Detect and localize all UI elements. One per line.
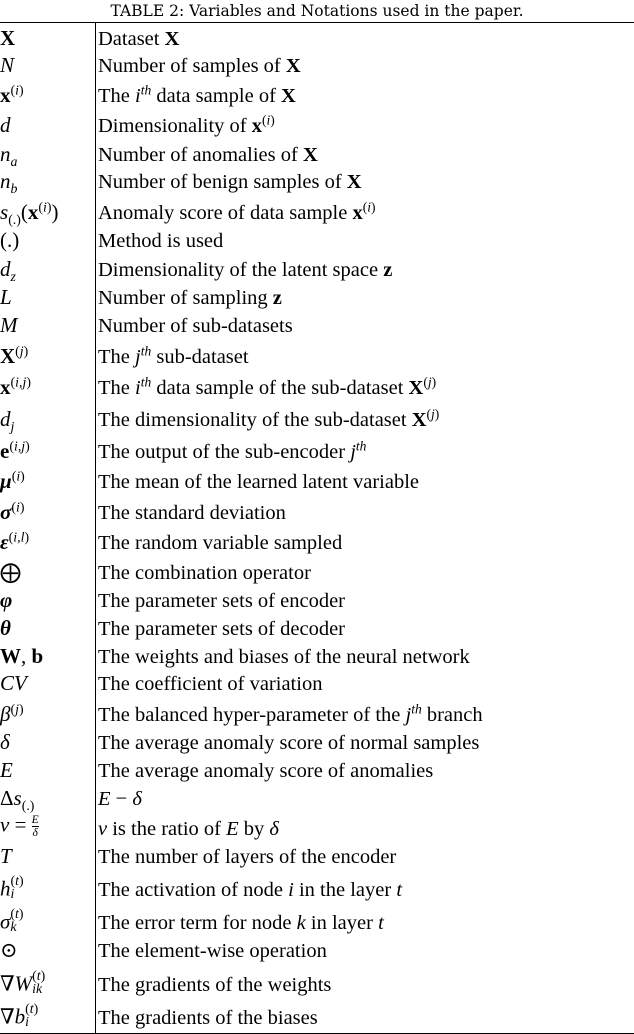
notation-description: The output of the sub-encoder $j^{th}$ (98, 438, 367, 463)
notation-description: The $i^{th}$ data sample of X (98, 82, 296, 107)
notation-description: The balanced hyper-parameter of the $j^{th}$ branch (98, 701, 483, 726)
notation-symbol: ⊙ (0, 938, 18, 962)
notation-symbol: $n_b$ (0, 169, 18, 196)
notation-symbol: L (0, 285, 12, 309)
notation-symbol: CV (0, 671, 27, 695)
notation-symbol: $\beta^{(j)}$ (0, 701, 24, 726)
notation-symbol: $\Delta s_{(.)}$ (0, 786, 35, 813)
notation-symbol: $n_a$ (0, 142, 18, 169)
notation-symbol: $d_j$ (0, 407, 15, 434)
notation-symbol: $\varepsilon^{(i,l)}$ (0, 529, 30, 554)
notation-description: The coefficient of variation (98, 672, 323, 695)
notation-symbol: X (0, 26, 16, 50)
notation-symbol: $x^{(i,j)}$ (0, 374, 31, 399)
notation-description: The mean of the learned latent variable (98, 470, 420, 493)
notation-description: Number of sub-datasets (98, 314, 293, 337)
notation-description: The activation of node i in the layer t (98, 878, 403, 901)
notation-description: The standard deviation (98, 501, 286, 524)
notation-description: Number of benign samples of X (98, 170, 362, 193)
notation-description: The element-wise operation (98, 939, 327, 962)
table-row (0, 23, 634, 1028)
notation-symbol: θ (0, 616, 11, 640)
notation-description: Method is used (98, 229, 224, 252)
notation-symbol: $s_{(.)}(x^{(i)})$ (0, 199, 59, 227)
notation-symbol: M (0, 313, 18, 337)
notation-symbol: W, b (0, 644, 44, 668)
notation-description: Number of sampling z (98, 286, 282, 309)
notation-symbol: h (t) i (0, 872, 24, 901)
notation-description: Anomaly score of data sample $x^{(i)}$ (98, 199, 376, 224)
notation-description: The parameter sets of encoder (98, 589, 346, 612)
notation-symbol: ∇b (t) i (0, 1000, 39, 1029)
notation-description: The weights and biases of the neural network (98, 645, 470, 668)
notation-description: The number of layers of the encoder (98, 845, 397, 868)
notation-symbol: E (0, 758, 13, 782)
notation-description: The gradients of the biases (98, 1006, 318, 1029)
notation-description: Dimensionality of $x^{(i)}$ (98, 112, 275, 137)
notation-symbol: (.) (0, 228, 20, 252)
notation-description: The combination operator (98, 561, 311, 584)
notation-description: Number of samples of X (98, 54, 301, 77)
notation-symbol: φ (0, 588, 13, 612)
notation-symbol: $e^{(i,j)}$ (0, 438, 30, 463)
notation-symbol: δ (0, 730, 10, 754)
notation-symbol: ν = $\frac{E}{\delta}$ (0, 812, 39, 839)
notation-symbol: $X^{(j)}$ (0, 343, 29, 368)
notation-description: ν is the ratio of E by δ (98, 817, 279, 840)
notation-description: The $j^{th}$ sub-dataset (98, 343, 249, 368)
notation-symbol: $\mu^{(i)}$ (0, 468, 25, 493)
notation-description: The gradients of the weights (98, 973, 332, 996)
notation-description: The $i^{th}$ data sample of the sub-dataset $X^{(j)}$ (98, 374, 437, 399)
notation-symbol: $\sigma^{(i)}$ (0, 499, 25, 524)
notation-description: The error term for node k in layer t (98, 911, 384, 934)
table-caption: TABLE 2: Variables and Notations used in the paper. (110, 2, 524, 20)
notation-description: Dataset X (98, 27, 180, 50)
notation-description: The dimensionality of the sub-dataset $X^{(j)}$ (98, 406, 440, 431)
notation-description: E − δ (98, 787, 142, 810)
notation-description: The average anomaly score of normal samples (98, 731, 480, 754)
notation-symbol: $d_z$ (0, 257, 16, 284)
notation-description: The random variable sampled (98, 531, 343, 554)
notation-table (0, 22, 634, 1034)
notation-symbol: ∇W (t) ik (0, 967, 46, 996)
notation-symbol: T (0, 844, 12, 868)
notation-symbol: σ (t) k (0, 905, 24, 934)
notation-symbol: ⨁ (0, 560, 21, 584)
notation-description: The parameter sets of decoder (98, 617, 346, 640)
notation-description: Number of anomalies of X (98, 143, 318, 166)
notation-symbol: $x^{(i)}$ (0, 82, 24, 107)
notation-description: Dimensionality of the latent space z (98, 258, 393, 281)
notation-symbol: d (0, 113, 11, 137)
notation-description: The average anomaly score of anomalies (98, 759, 434, 782)
notation-symbol: N (0, 53, 15, 77)
